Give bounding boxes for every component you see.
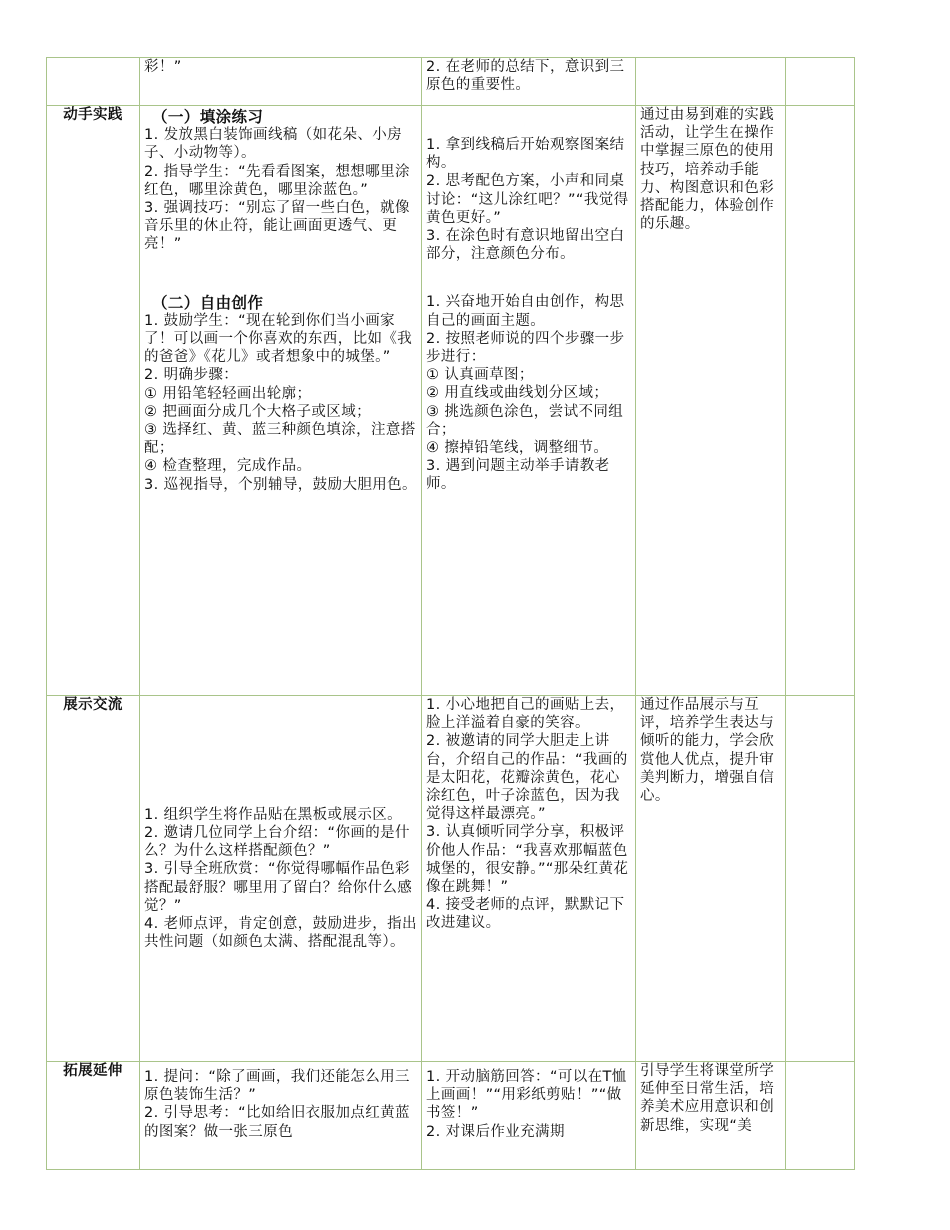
note-cell-empty [786,1062,855,1170]
list-item: ① 用铅笔轻轻画出轮廓； [144,385,312,402]
note-cell-empty [786,58,855,106]
list-item: 3. 强调技巧：“别忘了留一些白色，就像音乐里的休止符，能让画面更透气、更亮！” [144,200,410,253]
intent-text: 通过作品展示与互评，培养学生表达与倾听的能力，学会欣赏他人优点，提升审美判断力，增强自信心。 [640,697,775,805]
list-item: 2. 思考配色方案，小声和同桌讨论：“这儿涂红吧？”“我觉得黄色更好。” [426,173,629,226]
list-item: 2. 引导思考：“比如给旧衣服加点红黄蓝的图案？做一张三原色 [144,1105,410,1140]
list-item: 3. 认真倾听同学分享，积极评价他人作品：“我喜欢那幅蓝色城堡的，很安静。”“那朵红黄花像在跳舞！” [426,824,629,896]
student-cell [422,106,636,696]
list-item: 1. 提问：“除了画画，我们还能怎么用三原色装饰生活？” [144,1069,410,1104]
list-item: ① 认真画草图； [426,367,534,384]
list-item: 2. 对课后作业充满期 [426,1123,565,1140]
list-item: 1. 开动脑筋回答：“可以在T恤上画画！”“用彩纸剪贴！”“做书签！” [426,1069,627,1122]
list-item: ③ 挑选颜色涂色，尝试不同组合； [426,403,624,438]
student-cell [422,696,636,1062]
list-item: 2. 指导学生：“先看看图案，想想哪里涂红色，哪里涂黄色，哪里涂蓝色。” [144,163,410,198]
section-heading: （一）填涂练习 [152,107,264,126]
list-item: 2. 明确步骤： [144,367,239,384]
list-item: 3. 巡视指导，个别辅导，鼓励大胆用色。 [144,476,417,493]
lesson-plan-table [46,57,855,1170]
list-item: 2. 邀请几位同学上台介绍：“你画的是什么？为什么这样搭配颜色？” [144,824,410,860]
teacher-text: 彩！” [144,59,182,75]
teacher-cell [140,696,422,1062]
intent-text: 引导学生将课堂所学延伸至日常生活，培养美术应用意识和创新思维，实现“美 [640,1063,775,1134]
student-text: 2. 在老师的总结下，意识到三原色的重要性。 [426,59,625,94]
list-item: 2. 按照老师说的四个步骤一步步进行： [426,330,625,366]
list-item: 1. 鼓励学生：“现在轮到你们当小画家了！可以画一个你喜欢的东西，比如《我的爸爸》《花儿》或者想象中的城堡。” [144,312,413,366]
stage-label: 展示交流 [47,696,140,1062]
student-cell [422,58,636,106]
stage-label: 拓展延伸 [47,1062,140,1170]
list-item: ② 用直线或曲线划分区域； [426,385,609,402]
teacher-cell [140,1062,422,1170]
intent-cell [636,106,786,696]
teacher-cell [140,58,422,106]
list-item: 1. 兴奋地开始自由创作，构思自己的画面主题。 [426,294,625,329]
section-heading: （二）自由创作 [152,292,264,312]
teacher-cell [140,106,422,696]
list-item: 1. 发放黑白装饰画线稿（如花朵、小房子、小动物等）。 [144,127,403,162]
table-row-practice [47,106,855,696]
list-item: 3. 在涂色时有意识地留出空白部分，注意颜色分布。 [426,228,625,263]
student-cell [422,1062,636,1170]
list-item: ④ 擦掉铅笔线，调整细节。 [426,440,609,457]
list-item: ② 把画面分成几个大格子或区域； [144,403,372,420]
stage-cell-empty [47,58,140,106]
intent-text: 通过由易到难的实践活动，让学生在操作中掌握三原色的使用技巧，培养动手能力、构图意识和色彩搭配能力，体验创作的乐趣。 [640,107,775,233]
table-row-display [47,696,855,1062]
note-cell-empty [786,106,855,696]
list-item: 2. 被邀请的同学大胆走上讲台，介绍自己的作品：“我画的是太阳花，花瓣涂黄色，花心涂红色，叶子涂蓝色，因为我觉得这样最漂亮。” [426,733,628,823]
list-item: 3. 引导全班欣赏：“你觉得哪幅作品色彩搭配最舒服？哪里用了留白？给你什么感觉？” [144,861,413,914]
intent-cell-empty [636,58,786,106]
intent-cell [636,696,786,1062]
list-item: 1. 拿到线稿后开始观察图案结构。 [426,137,625,172]
list-item: 4. 接受老师的点评，默默记下改进建议。 [426,897,625,932]
list-item: 3. 遇到问题主动举手请教老师。 [426,458,610,493]
list-item: ④ 检查整理，完成作品。 [144,458,312,475]
note-cell-empty [786,696,855,1062]
list-item: 1. 小心地把自己的画贴上去，脸上洋溢着自豪的笑容。 [426,697,625,732]
list-item: 4. 老师点评，肯定创意，鼓励进步，指出共性问题（如颜色太满、搭配混乱等）。 [144,915,417,951]
list-item: 1. 组织学生将作品贴在黑板或展示区。 [144,806,403,823]
list-item: ③ 选择红、黄、蓝三种颜色填涂，注意搭配； [144,422,416,457]
table-row-extension [47,1062,855,1170]
table-row-continuation [47,58,855,106]
intent-cell [636,1062,786,1170]
stage-label: 动手实践 [47,106,140,696]
